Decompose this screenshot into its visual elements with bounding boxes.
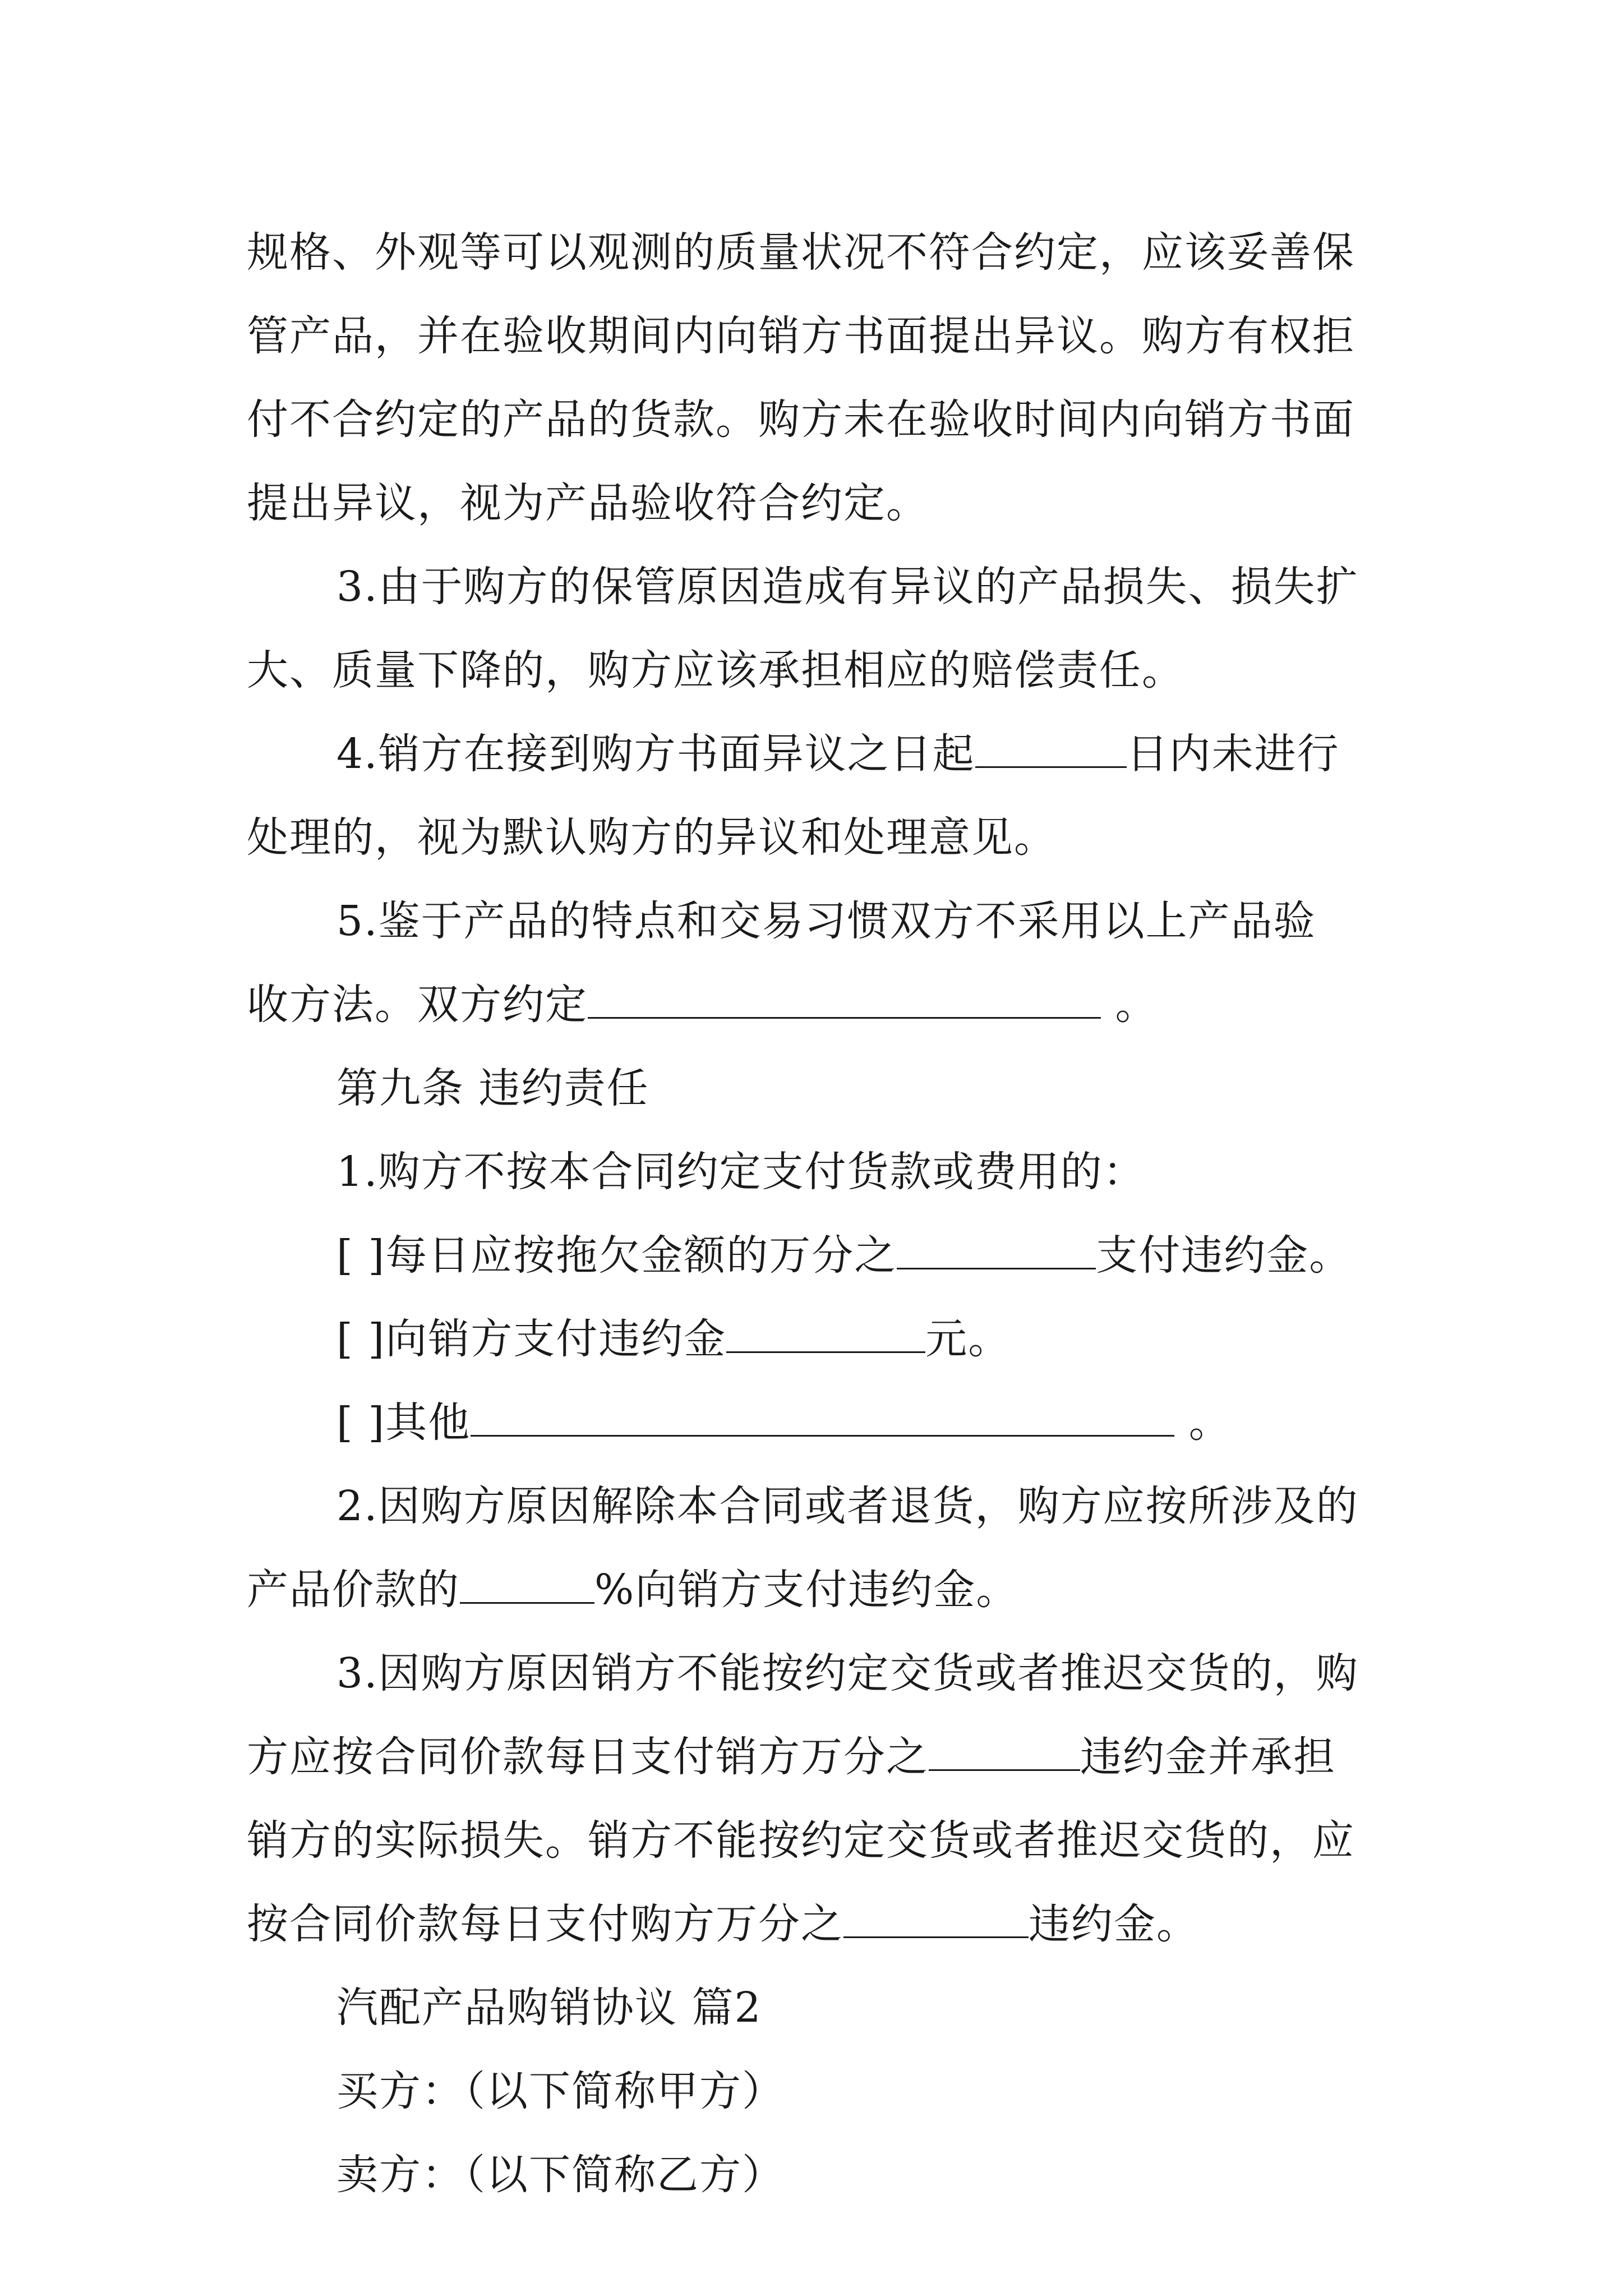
text-line: 规格、外观等可以观测的质量状况不符合约定，应该妥善保 xyxy=(247,228,1355,277)
clause-5-line xyxy=(247,880,1391,963)
text-line: 违约金并承担 xyxy=(1080,1733,1336,1781)
text-line: 买方：（以下简称甲方） xyxy=(336,2067,785,2115)
section-heading xyxy=(247,1966,1391,2050)
text-line: 3.由于购方的保管原因造成有异议的产品损失、损失扩 xyxy=(336,563,1359,611)
option-line xyxy=(247,1297,1391,1381)
clause-line xyxy=(247,1465,1391,1548)
text-line: 3.因购方原因销方不能按约定交货或者推迟交货的，购 xyxy=(336,1649,1359,1697)
paragraph-line xyxy=(247,1883,1391,1966)
paragraph-line xyxy=(247,1548,1391,1632)
paragraph-line xyxy=(247,963,1391,1047)
paragraph-line xyxy=(247,629,1391,712)
fill-in-blank[interactable] xyxy=(975,731,1127,768)
text-line: 大、质量下降的，购方应该承担相应的赔偿责任。 xyxy=(247,646,1184,694)
option-line xyxy=(247,1381,1391,1465)
document-body xyxy=(247,211,1391,2217)
text-line: 管产品，并在验收期间内向销方书面提出异议。购方有权拒 xyxy=(247,312,1355,360)
text-line: 产品价款的 xyxy=(247,1566,460,1614)
paragraph-line xyxy=(247,1715,1391,1799)
paragraph-line xyxy=(247,462,1391,545)
text-line: 销方的实际损失。销方不能按约定交货或者推迟交货的，应 xyxy=(247,1816,1355,1865)
text-line: 日内未进行 xyxy=(1126,730,1340,778)
clause-line xyxy=(247,1130,1391,1214)
text-line: 提出异议，视为产品验收符合约定。 xyxy=(247,479,929,527)
text-line: [ ]每日应按拖欠金额的万分之 xyxy=(336,1231,897,1280)
text-line: 卖方：（以下简称乙方） xyxy=(336,2151,785,2199)
clause-4-line xyxy=(247,712,1391,796)
paragraph-line xyxy=(247,378,1391,462)
option-line xyxy=(247,1214,1391,1297)
text-line: 第九条 违约责任 xyxy=(336,1064,649,1112)
buyer-line xyxy=(247,2050,1391,2133)
clause-3-line xyxy=(247,545,1391,629)
text-line: 收方法。双方约定 xyxy=(247,981,588,1029)
seller-line xyxy=(247,2133,1391,2217)
text-line: 违约金。 xyxy=(1029,1900,1199,1948)
text-line: 1.购方不按本合同约定支付货款或费用的： xyxy=(336,1148,1146,1196)
paragraph-line xyxy=(247,295,1391,378)
text-line: [ ]向销方支付违约金 xyxy=(336,1315,727,1363)
text-line: 4.销方在接到购方书面异议之日起 xyxy=(336,730,975,778)
text-line: 处理的，视为默认购方的异议和处理意见。 xyxy=(247,813,1057,862)
fill-in-blank[interactable] xyxy=(897,1233,1096,1269)
text-line: [ ]其他 xyxy=(336,1398,471,1447)
text-line: 元。 xyxy=(925,1315,1011,1363)
text-line: 。 xyxy=(1174,1398,1232,1447)
text-line: 。 xyxy=(1101,981,1158,1029)
fill-in-blank[interactable] xyxy=(460,1567,594,1604)
article-heading xyxy=(247,1047,1391,1130)
fill-in-blank[interactable] xyxy=(471,1400,1174,1437)
text-line: %向销方支付违约金。 xyxy=(594,1566,1019,1614)
text-line: 支付违约金。 xyxy=(1096,1231,1352,1280)
text-line: 付不合约定的产品的货款。购方未在验收时间内向销方书面 xyxy=(247,395,1355,444)
fill-in-blank[interactable] xyxy=(588,982,1101,1019)
text-line: 方应按合同价款每日支付销方万分之 xyxy=(247,1733,929,1781)
text-line: 按合同价款每日支付购方万分之 xyxy=(247,1900,843,1948)
text-line: 5.鉴于产品的特点和交易习惯双方不采用以上产品验 xyxy=(336,897,1316,945)
clause-line xyxy=(247,1632,1391,1715)
paragraph-line xyxy=(247,796,1391,880)
text-line: 2.因购方原因解除本合同或者退货，购方应按所涉及的 xyxy=(336,1482,1359,1530)
fill-in-blank[interactable] xyxy=(929,1734,1080,1771)
fill-in-blank[interactable] xyxy=(843,1902,1029,1938)
paragraph-line xyxy=(247,211,1391,295)
text-line: 汽配产品购销协议 篇2 xyxy=(336,1984,762,2032)
fill-in-blank[interactable] xyxy=(726,1317,925,1353)
paragraph-line xyxy=(247,1799,1391,1883)
